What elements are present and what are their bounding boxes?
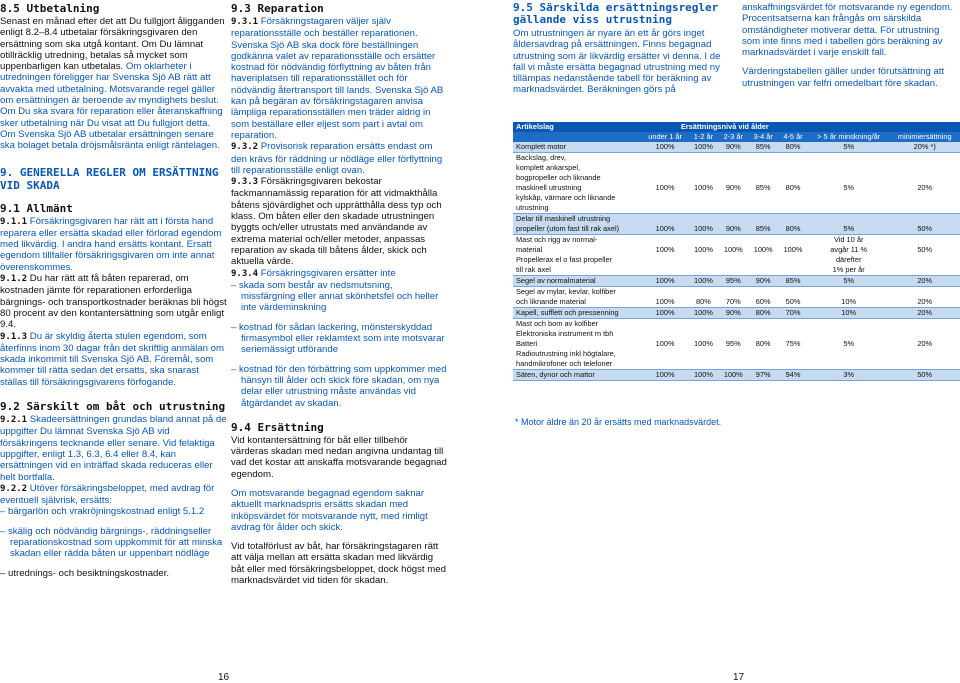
table-cell: 90% bbox=[718, 308, 748, 319]
paragraph: Vid totalförlust av båt, har försäkringstagaren rätt att välja mellan att ersätta skadan med likvärdig båt eller med försäkringsbeloppet, dock högst med marknadsvärdet vid tiden för skadan. bbox=[231, 541, 446, 587]
list-item: – kostnad för sådan lackering, mönsterskyddad firmasymbol eller reklamtext som inte motsvarar seriemässigt utförande bbox=[231, 321, 445, 356]
table-row bbox=[513, 224, 960, 235]
table-row bbox=[513, 163, 960, 173]
table-cell: 5% bbox=[808, 183, 889, 193]
table-header-cell: 2-3 år bbox=[718, 132, 748, 142]
table-cell: 100% bbox=[642, 245, 689, 255]
paragraph-9-2-1: 9.2.1 Skadeersättningen grundas bland annat på de uppgifter Du lämnat Svenska Sjö AB vid försäkringens tecknande eller senare. Vid felaktiga uppgifter, enligt 1.3, 6.3, 6.4 eller 8.4, kan ersättningen vid en inträffad skada reduceras eller helt bortfalla. bbox=[0, 414, 227, 483]
table-cell: 100% bbox=[642, 224, 689, 235]
paragraph: Senast en månad efter det att Du fullgjort åligganden enligt 8.2–8.4 utbetalar försäkringsgivaren den ersättning som ska utgå kontant. Om Du lämnat otillräcklig utredning, betalas så mycket som uppenbarligen kan utbetalas. Om oklarheter i utredningen föreligger har Svenska Sjö AB rätt att avvakta med utbetalning. Motsvarande regel gäller om ersättningen är beroende av myndighets beslut. Om Du ska svara för reparation eller återanskaffning sker utbetalning när Du visat att Du fullgjort detta. Om Svenska Sjö AB utbetalar ersättningen senare ska bolaget betala dröjsmålsränta enligt räntelagen. bbox=[0, 16, 225, 152]
table-cell: 100% bbox=[689, 245, 719, 255]
table-cell: Delar till maskinell utrustning bbox=[513, 214, 642, 225]
table-header-cell: Artikelslag bbox=[513, 122, 642, 132]
table-cell: 5% bbox=[808, 276, 889, 287]
table-cell: maskinell utrustning bbox=[513, 183, 642, 193]
table-cell: 100% bbox=[778, 245, 808, 255]
table-cell: 100% bbox=[642, 142, 689, 153]
table-header-row bbox=[513, 122, 960, 132]
table-cell: 80% bbox=[748, 339, 778, 349]
table-cell: 94% bbox=[778, 370, 808, 381]
table-cell: 60% bbox=[748, 297, 778, 308]
table-row bbox=[513, 214, 960, 225]
table-cell: 20% bbox=[889, 308, 960, 319]
table-cell: 100% bbox=[689, 183, 719, 193]
table-cell: 85% bbox=[748, 183, 778, 193]
table-header-cell: > 5 år minskning/år bbox=[808, 132, 889, 142]
table-row bbox=[513, 153, 960, 164]
table-header-cell: under 1 år bbox=[642, 132, 689, 142]
table-row bbox=[513, 276, 960, 287]
section-9-2-heading: 9.2 Särskilt om båt och utrustning bbox=[0, 400, 226, 414]
page-number-left: 16 bbox=[218, 672, 230, 683]
table-cell: 85% bbox=[748, 142, 778, 153]
table-cell: kylskåp, värmare och liknande bbox=[513, 193, 642, 203]
paragraph-9-3-1: 9.3.1 Försäkringstagaren väljer själv reparationsställe och beställer reparationen. Svenska Sjö AB ska dock före beställningen godkänna valet av reparationsställe och ersätter kostnad för nödvändig förflyttning av båten från haveriplatsen till reparationsstället och för nödvändig återtransport till lands. Svenska Sjö AB kan på begäran av försäkringstagaren anvisa lämpliga reparationsställen men träder aldrig in som beställare eller eljest som part i avtal om reparation. bbox=[231, 16, 444, 141]
table-row bbox=[513, 235, 960, 246]
table-cell: 85% bbox=[778, 276, 808, 287]
table-cell: 20% bbox=[889, 276, 960, 287]
paragraph: Värderingstabellen gäller under förutsättning att utrustningen var felfri omedelbart före skadan. bbox=[742, 66, 945, 89]
table-cell: Säten, dynor och mattor bbox=[513, 370, 642, 381]
section-9-3-heading: 9.3 Reparation bbox=[231, 2, 324, 15]
table-cell: 20% bbox=[889, 297, 960, 308]
section-9-1-heading: 9.1 Allmänt bbox=[0, 201, 73, 215]
table-cell: 20% *) bbox=[889, 142, 960, 153]
table-row bbox=[513, 287, 960, 298]
table-cell: 80% bbox=[778, 183, 808, 193]
list-item: – skälig och nödvändig bärgnings-, räddningseller reparationskostnad som uppkommit för att minska skadan eller rädda båten ur uppenbart nödläge bbox=[0, 525, 223, 560]
table-cell: Radioutrustning inkl högtalare, bbox=[513, 349, 642, 359]
table-header-cell: 4-5 år bbox=[778, 132, 808, 142]
column-1 bbox=[0, 2, 228, 587]
section-8-5-heading: 8.5 Utbetalning bbox=[0, 2, 100, 15]
table-cell: 95% bbox=[718, 276, 748, 287]
table-cell: 80% bbox=[778, 142, 808, 153]
table-cell: 90% bbox=[748, 276, 778, 287]
table-cell: 100% bbox=[689, 339, 719, 349]
paragraph-9-3-2: 9.3.2 Provisorisk reparation ersätts endast om den krävs för räddning ur nödläge eller förflyttning till reparationsställe enligt ovan. bbox=[231, 141, 443, 176]
table-cell: material bbox=[513, 245, 642, 255]
paragraph-9-3-3: 9.3.3 Försäkringsgivaren bekostar fackmannamässig reparation för att vidmakthålla båtens sjövärdighet och upprätthålla dess typ och klass. Om båten eller den skadade utrustningen byggts och/eller utrustats med användande av extrema material och/eller metoder, anpassas reparation av skada till båtens ålder, skick och aktuella värde. bbox=[231, 176, 442, 268]
table-row bbox=[513, 245, 960, 255]
table-cell: 95% bbox=[718, 339, 748, 349]
table-cell: Mast och bom av kolfiber bbox=[513, 319, 642, 330]
table-header-cell: 3-4 år bbox=[748, 132, 778, 142]
table-cell: 90% bbox=[718, 183, 748, 193]
table-cell: 50% bbox=[889, 245, 960, 255]
table-cell: 70% bbox=[718, 297, 748, 308]
table-cell: Propellerax el o fast propeller bbox=[513, 255, 642, 265]
table-cell: 50% bbox=[889, 224, 960, 235]
paragraph-9-1-1: 9.1.1 Försäkringsgivaren har rätt att i första hand reparera eller ersätta skadad eller förlorad egendom med likvärdig. I andra hand ersätts kontant. Ersatt egendom tillfaller försäkringsgivaren om inte annat överenskommes. bbox=[0, 215, 222, 273]
table-cell: handmikrofoner och telefoner bbox=[513, 359, 642, 370]
list-item: – kostnad för den förbättring som uppkommer med hänsyn till ålder och skick före skadan, om nya delar eller utrustning måste användas vid åtgärdandet av skadan. bbox=[231, 363, 447, 409]
table-cell: Elektroniska instrument m tbh bbox=[513, 329, 642, 339]
table-cell: 70% bbox=[778, 308, 808, 319]
table-cell: 1% per år bbox=[808, 265, 889, 276]
column-4 bbox=[742, 2, 954, 97]
table-cell: 100% bbox=[642, 297, 689, 308]
table-cell: 5% bbox=[808, 339, 889, 349]
table-row bbox=[513, 319, 960, 330]
table-row bbox=[513, 183, 960, 193]
table-cell: 90% bbox=[718, 142, 748, 153]
section-9-5-heading: 9.5 Särskilda ersättningsregler gällande viss utrustning bbox=[513, 1, 719, 26]
table-row bbox=[513, 370, 960, 381]
table-cell: 5% bbox=[808, 224, 889, 235]
table-row bbox=[513, 349, 960, 359]
paragraph-9-3-4: 9.3.4 Försäkringsgivaren ersätter inte bbox=[231, 267, 396, 279]
table-row bbox=[513, 297, 960, 308]
table-cell: 100% bbox=[689, 308, 719, 319]
table-cell: 10% bbox=[808, 308, 889, 319]
table-cell: 100% bbox=[642, 370, 689, 381]
table-header-cell: Ersättningsnivå vid ålder bbox=[642, 122, 808, 132]
list-item: – utrednings- och besiktningskostnader. bbox=[0, 567, 170, 579]
table-cell: 100% bbox=[689, 224, 719, 235]
table-cell: 5% bbox=[808, 142, 889, 153]
paragraph-9-1-3: 9.1.3 Du är skyldig återta stulen egendom, som återfinns inom 30 dagar från det skriftlig anmälan om skada inkommit till Svenska Sjö AB. Föremål, som kommer till rätta sedan det ersatts, ska snarast ställas till försäkringsgivarens förfogande. bbox=[0, 330, 224, 388]
list-item: – skada som består av nedsmutsning, missfärgning eller annat skönhetsfel och heller inte värdeminskning bbox=[231, 279, 439, 314]
table-row bbox=[513, 339, 960, 349]
table-cell: 100% bbox=[718, 370, 748, 381]
table-cell: därefter bbox=[808, 255, 889, 265]
table-cell: 97% bbox=[748, 370, 778, 381]
table-cell: Segel av mylar, kevlar, kolfiber bbox=[513, 287, 642, 298]
table-cell: 90% bbox=[718, 224, 748, 235]
section-9-heading: 9. GENERELLA REGLER OM ERSÄTTNING VID SKADA bbox=[0, 165, 219, 192]
column-2 bbox=[231, 2, 447, 594]
table-cell: utrustning bbox=[513, 203, 642, 214]
table-cell: Backslag, drev, bbox=[513, 153, 642, 164]
paragraph: Vid kontantersättning för båt eller tillbehör värderas skadan med nedan angivna undantag till vad det kostar att anskaffa motsvarande begagnad egendom. bbox=[231, 434, 447, 480]
valuation-table bbox=[513, 122, 960, 381]
table-row bbox=[513, 193, 960, 203]
table-row bbox=[513, 142, 960, 153]
table-cell: 100% bbox=[718, 245, 748, 255]
table-cell: 50% bbox=[889, 370, 960, 381]
table-cell: propeller (utom fast till rak axel) bbox=[513, 224, 642, 235]
column-3 bbox=[513, 2, 723, 104]
table-cell: Batteri bbox=[513, 339, 642, 349]
table-cell: bogpropeller och liknande bbox=[513, 173, 642, 183]
paragraph: Om utrustningen är nyare än ett år görs inget åldersavdrag på ersättningen. Finns begagnad utrustning som är likvärdig ersätter vi denna. I de fall vi måste ersätta begagnad utrustning med ny tillämpas nedanstående tabell för beräkning av marknadsvärdet. Beräkningen görs på bbox=[513, 28, 721, 96]
paragraph: anskaffningsvärdet för motsvarande ny egendom. Procentsatserna kan frångås om särskilda omständigheter motiverar detta. För utrustning som inte finns med i tabellen görs beräkning av marknadsvärdet i varje enskilt fall. bbox=[742, 2, 953, 59]
table-cell: 80% bbox=[748, 308, 778, 319]
table-header-cell: 1-2 år bbox=[689, 132, 719, 142]
table-cell: 100% bbox=[689, 370, 719, 381]
table-row bbox=[513, 308, 960, 319]
table-cell: Mast och rigg av normal- bbox=[513, 235, 642, 246]
table-cell: 20% bbox=[889, 183, 960, 193]
table-cell: komplett ankarspel, bbox=[513, 163, 642, 173]
table-cell: 3% bbox=[808, 370, 889, 381]
table-cell: 85% bbox=[748, 224, 778, 235]
table-cell: 100% bbox=[642, 308, 689, 319]
paragraph: Om motsvarande begagnad egendom saknar aktuellt marknadspris ersätts skadan med inköpsvärdet för motsvarande nytt, med rimligt avdrag för ålder och skick. bbox=[231, 487, 428, 533]
table-row bbox=[513, 173, 960, 183]
paragraph-9-1-2: 9.1.2 Du har rätt att få båten reparerad, om kostnaden jämte för reparationen erforderliga bärgnings- och transportkostnader beräknas bli högst 80 procent av den kontantersättning som utgår enligt 9.4. bbox=[0, 273, 227, 331]
page-number-right: 17 bbox=[733, 672, 745, 683]
table-row bbox=[513, 359, 960, 370]
table-cell: 100% bbox=[642, 339, 689, 349]
table-cell: 75% bbox=[778, 339, 808, 349]
list-item: – bärgarlön och vrakröjningskostnad enligt 5.1.2 bbox=[0, 506, 205, 518]
table-cell: 100% bbox=[642, 183, 689, 193]
table-header-row bbox=[513, 132, 960, 142]
table-cell: 100% bbox=[689, 142, 719, 153]
table-footnote: * Motor äldre än 20 år ersätts med marknadsvärdet. bbox=[515, 417, 722, 427]
table-cell: 10% bbox=[808, 297, 889, 308]
paragraph-9-2-2: 9.2.2 Utöver försäkringsbeloppet, med avdrag för eventuell självrisk, ersätts: bbox=[0, 482, 215, 507]
table-cell: Vid 10 år bbox=[808, 235, 889, 246]
table-row bbox=[513, 203, 960, 214]
table-cell: 20% bbox=[889, 339, 960, 349]
table-cell: till rak axel bbox=[513, 265, 642, 276]
table-row bbox=[513, 329, 960, 339]
table-cell: avgår 11 % bbox=[808, 245, 889, 255]
table-cell: Segel av normalmaterial bbox=[513, 276, 642, 287]
section-9-4-heading: 9.4 Ersättning bbox=[231, 420, 324, 434]
table-cell: 100% bbox=[642, 276, 689, 287]
table-cell: 80% bbox=[689, 297, 719, 308]
table-row bbox=[513, 265, 960, 276]
table-cell: 80% bbox=[778, 224, 808, 235]
table-cell: 100% bbox=[748, 245, 778, 255]
table-cell: 50% bbox=[778, 297, 808, 308]
table-cell: 100% bbox=[689, 276, 719, 287]
table-header-cell: minimiersättning bbox=[889, 132, 960, 142]
table-row bbox=[513, 255, 960, 265]
table-cell: Kapell, sufflett och pressenning bbox=[513, 308, 642, 319]
table-cell: och liknande material bbox=[513, 297, 642, 308]
table-cell: Komplett motor bbox=[513, 142, 642, 153]
